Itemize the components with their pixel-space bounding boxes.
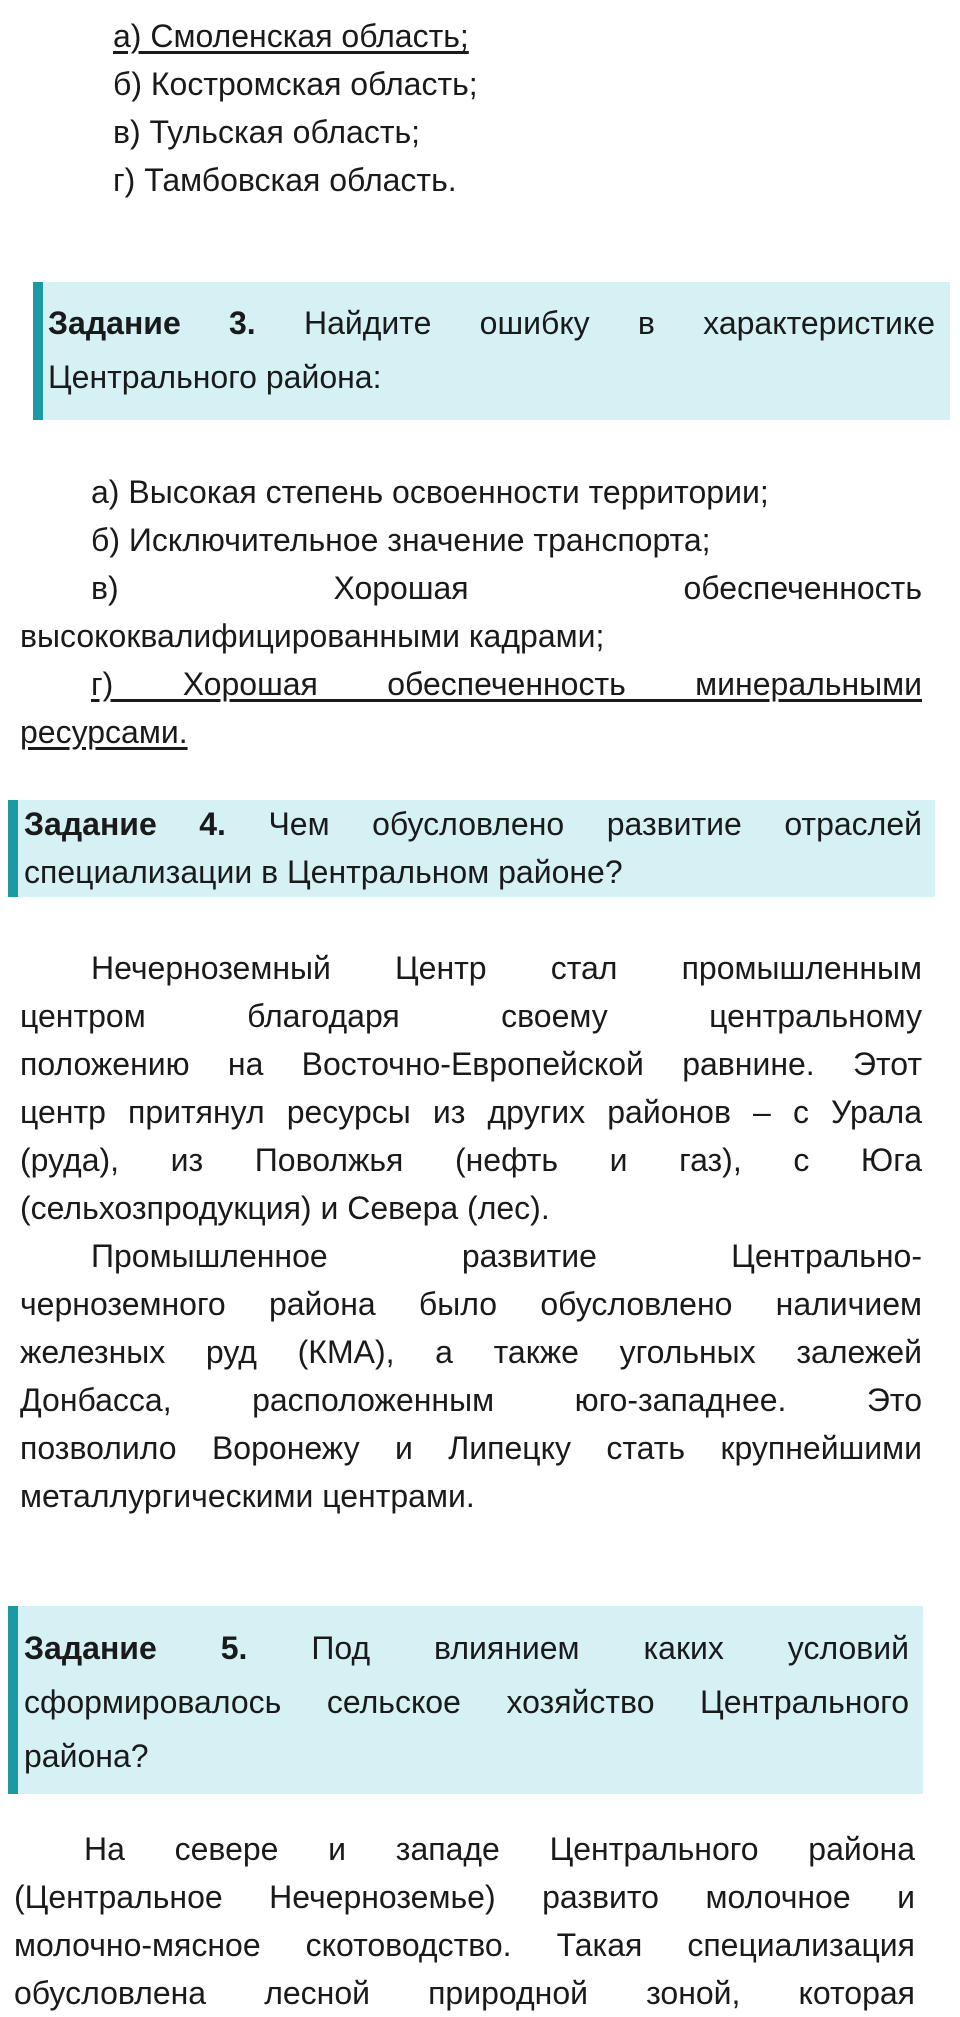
task5-question-line2: сформировалось сельское хозяйство Центрального: [24, 1684, 909, 1720]
task3-question-line2: Центрального района:: [48, 359, 382, 395]
task3-option-c-line2: высококвалифицированными кадрами;: [20, 618, 605, 654]
task4-p2-line6: металлургическими центрами.: [20, 1478, 475, 1514]
task3-option-d-line1: г) Хорошая обеспеченность минеральными: [91, 666, 922, 702]
task5-question: [24, 1621, 909, 1783]
task4-question-line1: Чем обусловлено развитие отраслей: [268, 806, 923, 842]
task3-option-b: б) Исключительное значение транспорта;: [91, 522, 711, 558]
task4-p2-line2: черноземного района было обусловлено наличием: [20, 1286, 922, 1322]
task5-p1-line2: (Центральное Нечерноземье) развито молочное и: [14, 1879, 915, 1915]
answer-c: в) Тульская область;: [113, 114, 421, 150]
task5-p1-line1: На севере и западе Центрального района: [84, 1831, 915, 1867]
task4-p2-line4: Донбасса, расположенным юго-западнее. Это: [20, 1382, 922, 1418]
task4-question-line2: специализации в Центральном районе?: [24, 854, 623, 890]
task4-question: [24, 800, 922, 896]
answer-a: а) Смоленская область;: [113, 18, 469, 54]
task3-option-c-line1: в) Хорошая обеспеченность: [91, 570, 922, 606]
task4-p1-line5: (руда), из Поволжья (нефть и газ), с Юга: [20, 1142, 922, 1178]
task4-p1-line3: положению на Восточно-Европейской равнине. Этот: [20, 1046, 922, 1082]
task3-option-a: а) Высокая степень освоенности территории;: [91, 474, 769, 510]
task4-p1-line1: Нечерноземный Центр стал промышленным: [91, 950, 922, 986]
task5-label: Задание 5.: [24, 1630, 248, 1666]
task4-p1-line2: центром благодаря своему центральному: [20, 998, 922, 1034]
task4-p2-line1: Промышленное развитие Центрально-: [91, 1238, 922, 1274]
task5-question-line1: Под влиянием каких условий: [311, 1630, 910, 1666]
task3-question-line1: Найдите ошибку в характеристике: [303, 305, 936, 341]
task4-label: Задание 4.: [24, 806, 226, 842]
task3-label: Задание 3.: [48, 305, 256, 341]
task5-p1-line3: молочно-мясное скотоводство. Такая специализация: [14, 1927, 915, 1963]
task4-p2-line3: железных руд (КМА), а также угольных залежей: [20, 1334, 922, 1370]
task5-p1-line4: обусловлена лесной природной зоной, которая: [14, 1975, 915, 2011]
task3-option-d-line2: ресурсами.: [20, 714, 188, 750]
task3-question: [48, 296, 935, 404]
answer-b: б) Костромская область;: [113, 66, 478, 102]
task4-p1-line4: центр притянул ресурсы из других районов – с Урала: [20, 1094, 922, 1130]
task4-p2-line5: позволило Воронежу и Липецку стать крупнейшими: [20, 1430, 922, 1466]
answer-d: г) Тамбовская область.: [113, 162, 457, 198]
task4-p1-line6: (сельхозпродукция) и Севера (лес).: [20, 1190, 550, 1226]
task5-question-line3: района?: [24, 1738, 149, 1774]
